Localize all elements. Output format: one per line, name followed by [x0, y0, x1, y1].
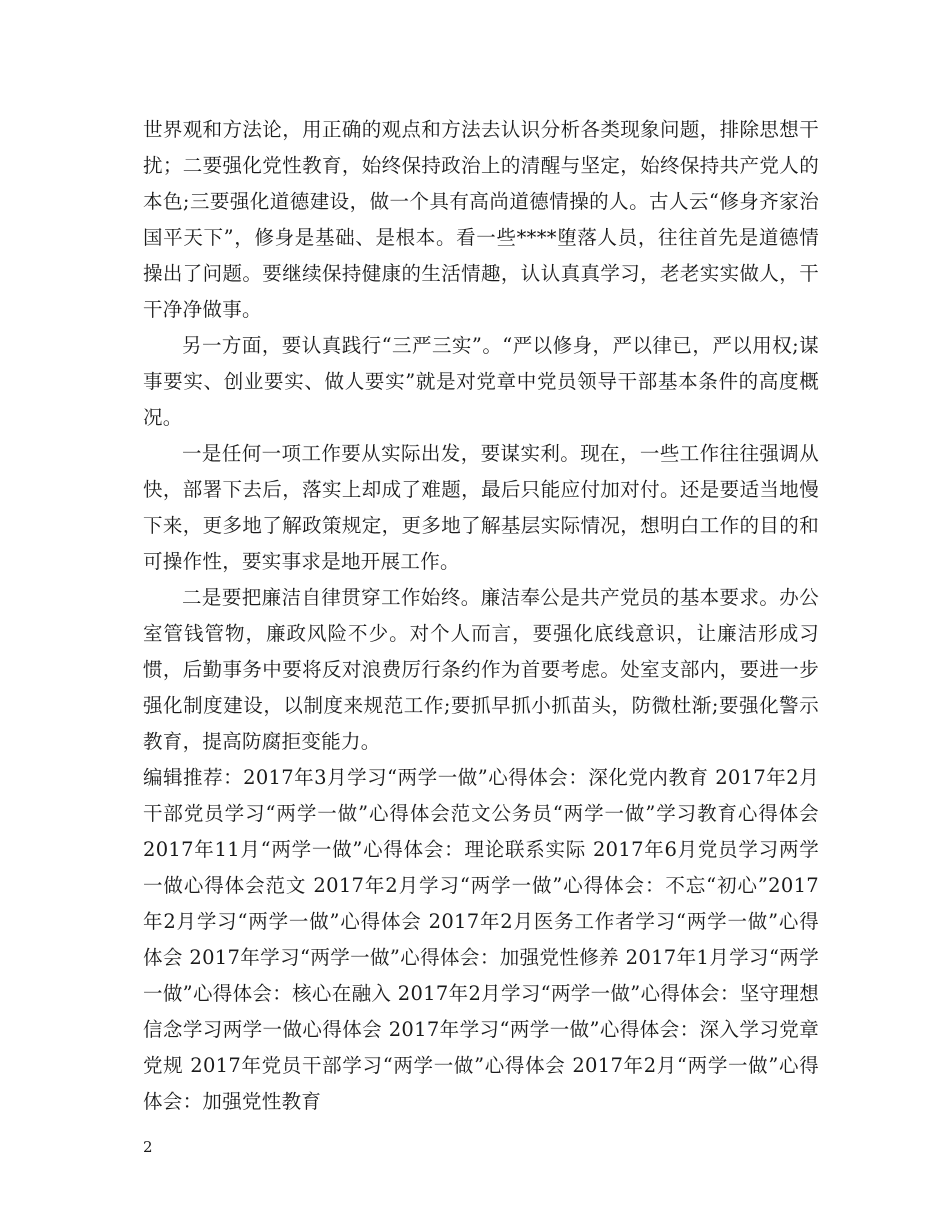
paragraph: 世界观和方法论，用正确的观点和方法去认识分析各类现象问题，排除思想干扰；二要强化党性教育，始终保持政治上的清醒与坚定，始终保持共产党人的本色;三要强化道德建设，做一个具有高尚道德情操的人。古人云“修身齐家治国平天下”，修身是基础、是根本。看一些****堕落人员，往往首先是道德情操出了问题。要继续保持健康的生活情趣，认认真真学习，老老实实做人，干干净净做事。	[143, 118, 819, 321]
paragraph: 一是任何一项工作要从实际出发，要谋实利。现在，一些工作往往强调从快，部署下去后，落实上却成了难题，最后只能应付加对付。还是要适当地慢下来，更多地了解政策规定，更多地了解基层实际情况，想明白工作的目的和可操作性，要实事求是地开展工作。	[143, 442, 819, 573]
editor-recommendations: 编辑推荐：2017年3月学习“两学一做”心得体会：深化党内教育 2017年2月干部党员学习“两学一做”心得体会范文公务员“两学一做”学习教育心得体会 2017年11月“两学一做”心得体会：理论联系实际 2017年6月党员学习两学一做心得体会范文 2017年2月学习“两学一做”心得体会：不忘“初心”2017年2月学习“两学一做”心得体会 2017年2月医务工作者学习“两学一做”心得体会 2017年学习“两学一做”心得体会：加强党性修养 2017年1月学习“两学一做”心得体会：核心在融入 2017年2月学习“两学一做”心得体会：坚守理想信念学习两学一做心得体会 2017年学习“两学一做”心得体会：深入学习党章党规 2017年党员干部学习“两学一做”心得体会 2017年2月“两学一做”心得体会：加强党性教育	[143, 766, 819, 1113]
paragraph: 另一方面，要认真践行“三严三实”。“严以修身，严以律已，严以用权;谋事要实、创业要实、做人要实”就是对党章中党员领导干部基本条件的高度概况。	[143, 334, 819, 429]
body-text	[143, 112, 819, 1120]
paragraph: 二是要把廉洁自律贯穿工作始终。廉洁奉公是共产党员的基本要求。办公室管钱管物，廉政风险不少。对个人而言，要强化底线意识，让廉洁形成习惯，后勤事务中要将反对浪费厉行条约作为首要考虑。处室支部内，要进一步强化制度建设，以制度来规范工作;要抓早抓小抓苗头，防微杜渐;要强化警示教育，提高防腐拒变能力。	[143, 586, 819, 753]
page-number: 2	[143, 1138, 153, 1156]
